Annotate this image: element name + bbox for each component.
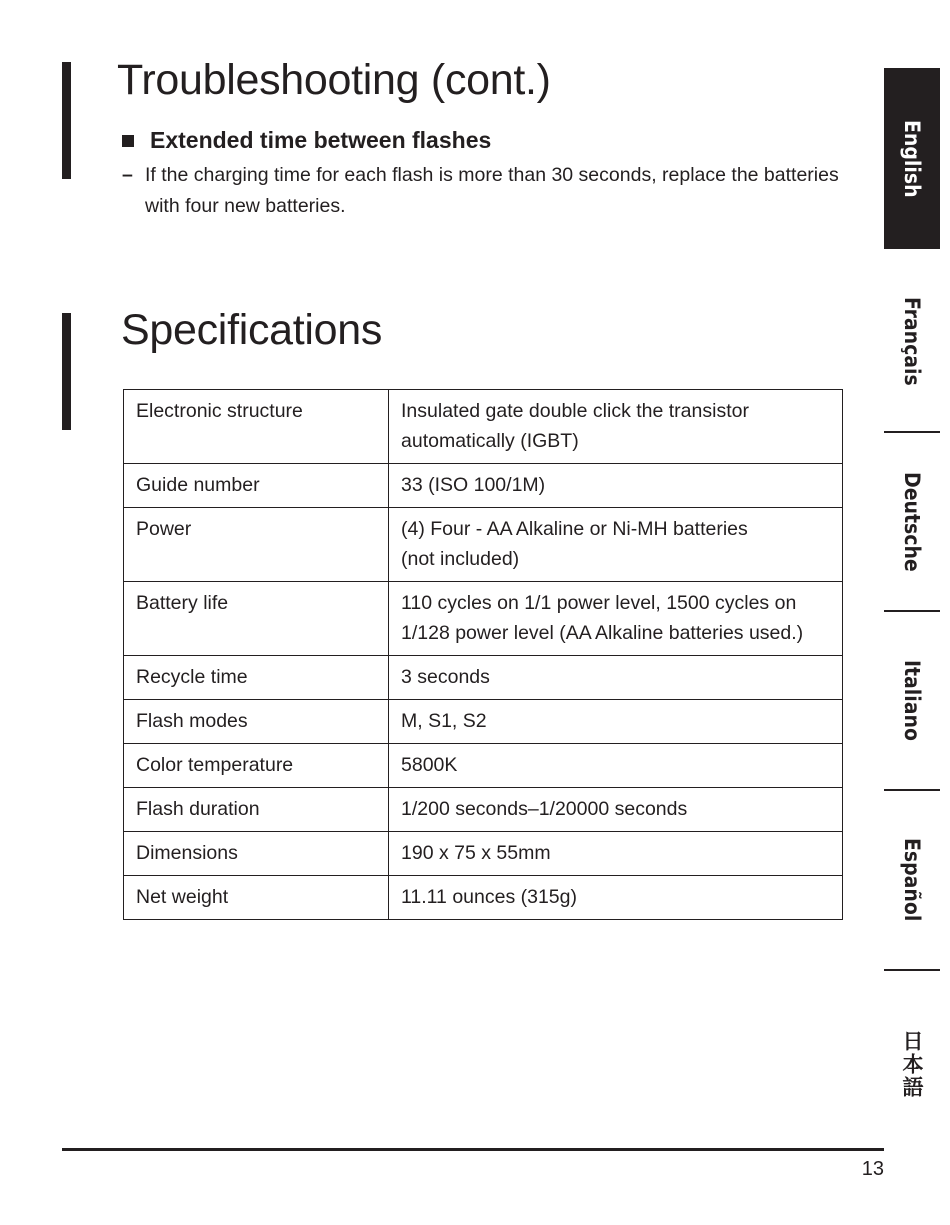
spec-value-line: 5800K — [401, 754, 458, 776]
spec-value — [389, 656, 843, 700]
spec-label: Dimensions — [124, 832, 389, 876]
spec-value — [389, 788, 843, 832]
issue-heading — [122, 127, 491, 154]
tab-deutsche[interactable] — [884, 433, 940, 610]
spec-value — [389, 464, 843, 508]
square-bullet-icon — [122, 135, 134, 147]
tab-label: Français — [900, 296, 924, 386]
troubleshooting-title: Troubleshooting (cont.) — [117, 56, 551, 104]
spec-value — [389, 582, 843, 656]
tab-label: Italiano — [900, 660, 924, 741]
spec-value-line: 11.11 ounces (315g) — [401, 886, 577, 908]
page-number: 13 — [861, 1158, 884, 1180]
spec-value-line: 33 (ISO 100/1M) — [401, 474, 546, 496]
spec-value-line: automatically (IGBT) — [401, 430, 579, 452]
tab-divider — [884, 969, 940, 971]
spec-value-line: 3 seconds — [401, 666, 490, 688]
tab-label: Español — [900, 838, 924, 922]
tab-label: 日本語 — [900, 1029, 924, 1099]
spec-value — [389, 744, 843, 788]
spec-value-line: 1/128 power level (AA Alkaline batteries used.) — [401, 622, 804, 644]
tab-japanese[interactable] — [884, 1000, 940, 1128]
spec-value-line: M, S1, S2 — [401, 710, 487, 732]
issue-title: Extended time between flashes — [150, 127, 492, 153]
spec-row — [124, 744, 843, 788]
spec-label: Flash duration — [124, 788, 389, 832]
issue-solution — [122, 160, 842, 222]
tab-francais[interactable] — [884, 252, 940, 430]
spec-label: Net weight — [124, 876, 389, 920]
spec-label: Electronic structure — [124, 390, 389, 464]
tab-label: English — [900, 119, 924, 198]
spec-row — [124, 656, 843, 700]
language-sidebar — [884, 0, 950, 1225]
spec-row — [124, 876, 843, 920]
spec-value — [389, 508, 843, 582]
spec-label: Battery life — [124, 582, 389, 656]
spec-label: Color temperature — [124, 744, 389, 788]
spec-row — [124, 390, 843, 464]
spec-value — [389, 876, 843, 920]
tab-italiano[interactable] — [884, 612, 940, 789]
spec-value-line: 190 x 75 x 55mm — [401, 842, 551, 864]
spec-value — [389, 700, 843, 744]
spec-row — [124, 700, 843, 744]
spec-row — [124, 788, 843, 832]
specifications-table — [123, 389, 843, 920]
spec-value — [389, 832, 843, 876]
spec-value-line: Insulated gate double click the transistor — [401, 400, 749, 422]
spec-value-line: (not included) — [401, 548, 520, 570]
spec-value-line: 110 cycles on 1/1 power level, 1500 cycles on — [401, 592, 797, 614]
spec-row — [124, 464, 843, 508]
spec-value-line: 1/200 seconds–1/20000 seconds — [401, 798, 688, 820]
footer-rule — [62, 1148, 884, 1151]
spec-row — [124, 832, 843, 876]
spec-label: Guide number — [124, 464, 389, 508]
spec-row — [124, 508, 843, 582]
tab-espanol[interactable] — [884, 791, 940, 969]
spec-value-line: (4) Four - AA Alkaline or Ni-MH batteries — [401, 518, 748, 540]
specifications-table-body — [124, 390, 843, 920]
issue-text: If the charging time for each flash is more than 30 seconds, replace the batteries with four new batteries. — [145, 164, 839, 217]
dash-bullet: – — [122, 164, 133, 186]
tab-english[interactable] — [884, 68, 940, 249]
spec-label: Recycle time — [124, 656, 389, 700]
section-marker-bar — [62, 62, 71, 179]
tab-label: Deutsche — [900, 471, 924, 572]
spec-label: Power — [124, 508, 389, 582]
specifications-title: Specifications — [121, 306, 383, 354]
spec-value — [389, 390, 843, 464]
spec-row — [124, 582, 843, 656]
section-marker-bar — [62, 313, 71, 430]
spec-label: Flash modes — [124, 700, 389, 744]
